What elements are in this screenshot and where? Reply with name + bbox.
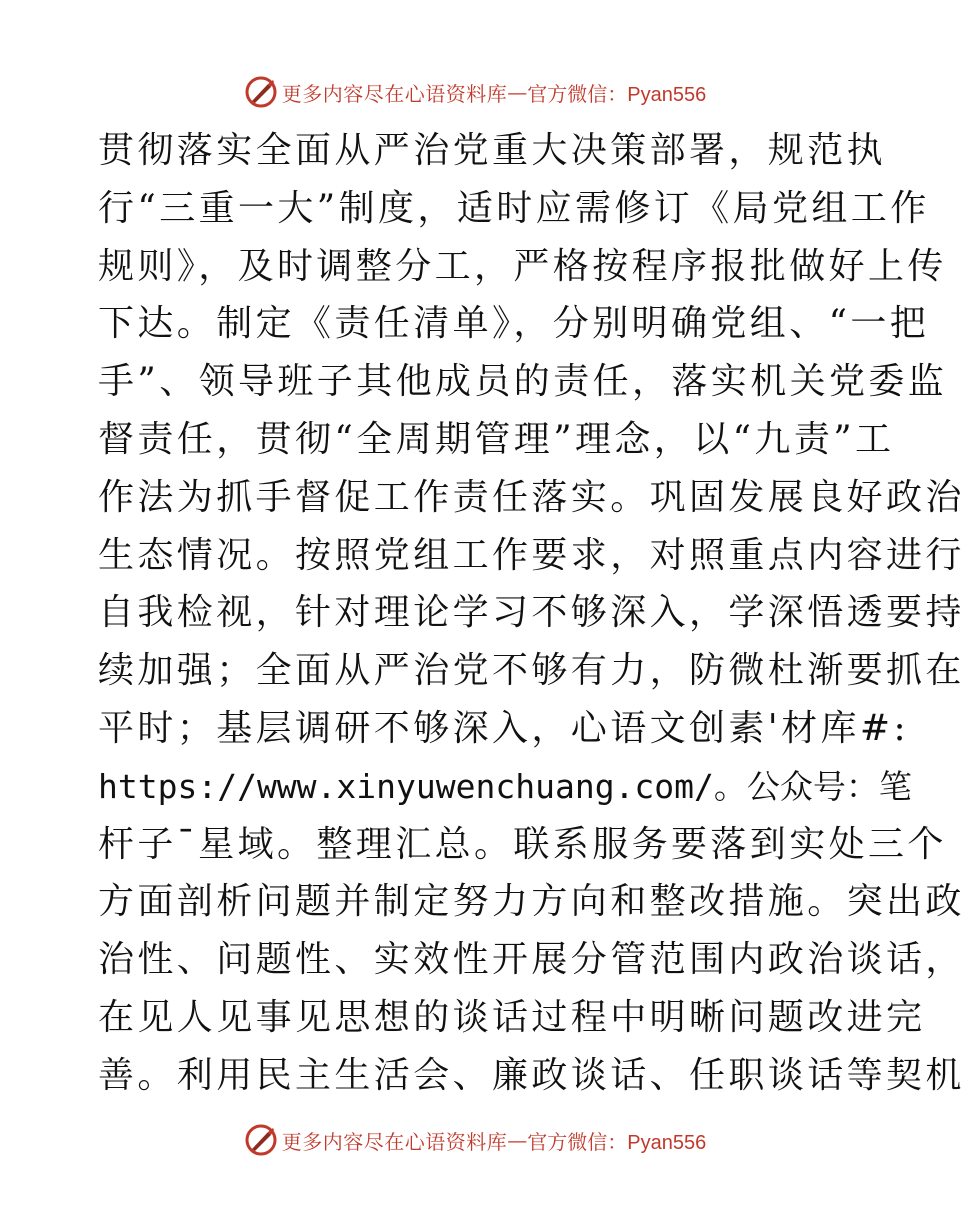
banner-title: 更多内容尽在心语资料库 xyxy=(281,81,508,106)
banner-separator: — xyxy=(507,80,528,104)
footer-banner xyxy=(0,1120,950,1160)
quill-logo-icon xyxy=(244,1123,278,1157)
text-line: 杆子¯星域。整理汇总。联系服务要落到实处三个 xyxy=(98,823,947,865)
text-line: 治性、问题性、实效性开展分管范围内政治谈话， xyxy=(98,939,965,981)
text-line: 方面剖析问题并制定努力方向和整改措施。突出政 xyxy=(98,881,965,923)
text-line: 在见人见事见思想的谈话过程中明晰问题改进完 xyxy=(98,996,926,1038)
text-line: 生态情况。按照党组工作要求，对照重点内容进行 xyxy=(98,534,965,576)
text-line: 规则》，及时调整分工，严格按程序报批做好上传 xyxy=(98,245,947,287)
banner-contact: 官方微信：Pyan556 xyxy=(527,1131,707,1154)
text-line: 行“三重一大”制度，适时应需修订《局党组工作 xyxy=(98,187,930,229)
banner-separator: — xyxy=(507,1128,528,1152)
banner-title: 更多内容尽在心语资料库 xyxy=(281,1129,508,1154)
text-line: 手”、领导班子其他成员的责任，落实机关党委监 xyxy=(98,361,948,403)
text-line: 作法为抓手督促工作责任落实。巩固发展良好政治 xyxy=(98,476,965,518)
text-line: 续加强；全面从严治党不够有力，防微杜渐要抓在 xyxy=(98,650,965,692)
text-line: 平时；基层调研不够深入，心语文创素'材库#: xyxy=(98,707,909,749)
text-line-url: https://www.xinyuwenchuang.com/。公众号：笔 xyxy=(98,766,912,806)
header-banner xyxy=(0,72,950,112)
text-line: 善。利用民主生活会、廉政谈话、任职谈话等契机 xyxy=(98,1054,965,1096)
text-line: 督责任，贯彻“全周期管理”理念，以“九责”工 xyxy=(98,418,895,460)
text-line: 下达。制定《责任清单》，分别明确党组、“一把 xyxy=(98,303,930,345)
banner-contact: 官方微信：Pyan556 xyxy=(527,83,707,106)
quill-logo-icon xyxy=(244,75,278,109)
document-body xyxy=(98,122,965,1105)
text-line: 贯彻落实全面从严治党重大决策部署，规范执 xyxy=(98,130,887,171)
text-line: 自我检视，针对理论学习不够深入，学深悟透要持 xyxy=(98,592,965,634)
